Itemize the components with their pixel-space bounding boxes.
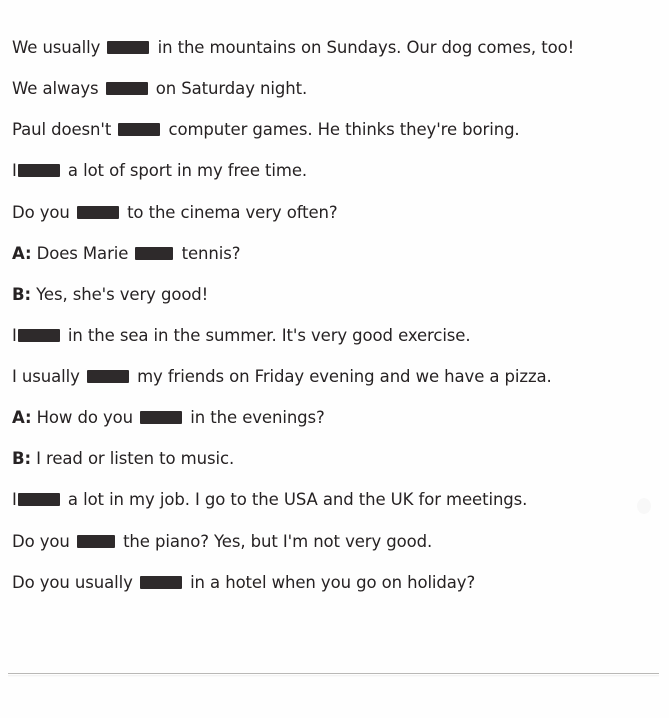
sentence-text-after: to the cinema very often? bbox=[121, 202, 338, 222]
answer-blank[interactable] bbox=[77, 535, 115, 548]
sentence-text-before: Do you usually bbox=[12, 572, 138, 592]
sentence-line-5 bbox=[12, 203, 657, 224]
sentence-text-before: I bbox=[12, 490, 17, 510]
sentence-text-after: in the sea in the summer. It's very good exercise. bbox=[62, 325, 471, 345]
sentence-text-after: in the mountains on Sundays. Our dog comes, too! bbox=[152, 38, 575, 57]
sentence-text-after: on Saturday night. bbox=[150, 79, 308, 99]
sentence-line-10 bbox=[12, 408, 657, 429]
answer-blank[interactable] bbox=[106, 82, 148, 95]
sentence-line-3 bbox=[12, 120, 657, 141]
sentence-line-1 bbox=[12, 38, 657, 59]
answer-blank[interactable] bbox=[18, 164, 60, 177]
footer-shadow bbox=[8, 675, 659, 677]
sentence-text-before: I bbox=[12, 325, 17, 345]
sentence-line-12 bbox=[12, 490, 657, 511]
speaker-label: A: bbox=[12, 243, 32, 263]
sentence-text-before: I usually bbox=[12, 367, 85, 386]
page-smudge bbox=[637, 498, 651, 514]
sentence-line-11 bbox=[12, 449, 657, 470]
sentence-text: Yes, she's very good! bbox=[30, 284, 209, 304]
sentence-list bbox=[12, 38, 657, 614]
sentence-text-after: tennis? bbox=[176, 243, 241, 263]
answer-blank[interactable] bbox=[118, 123, 160, 136]
sentence-text-before: Do you bbox=[12, 202, 75, 222]
sentence-text-after: my friends on Friday evening and we have a pizza. bbox=[131, 367, 552, 386]
sentence-line-14 bbox=[12, 573, 657, 594]
sentence-line-6 bbox=[12, 244, 657, 265]
answer-blank[interactable] bbox=[140, 576, 182, 589]
speaker-label: B: bbox=[12, 449, 31, 469]
sentence-text-before: Does Marie bbox=[31, 243, 134, 263]
sentence-line-8 bbox=[12, 326, 657, 347]
sentence-line-7 bbox=[12, 285, 657, 306]
answer-blank[interactable] bbox=[107, 41, 149, 54]
sentence-text-before: We usually bbox=[12, 38, 106, 57]
footer-divider bbox=[8, 673, 659, 674]
sentence-text-before: How do you bbox=[31, 408, 139, 428]
answer-blank[interactable] bbox=[18, 329, 60, 342]
answer-blank[interactable] bbox=[135, 247, 173, 260]
answer-blank[interactable] bbox=[18, 493, 60, 506]
sentence-text: I read or listen to music. bbox=[30, 449, 235, 469]
sentence-text-after: computer games. He thinks they're boring. bbox=[163, 120, 520, 140]
answer-blank[interactable] bbox=[77, 206, 119, 219]
sentence-text-after: in a hotel when you go on holiday? bbox=[184, 572, 476, 592]
sentence-text-after: in the evenings? bbox=[185, 408, 325, 428]
sentence-text-before: Do you bbox=[12, 531, 75, 551]
sentence-line-13 bbox=[12, 532, 657, 553]
answer-blank[interactable] bbox=[87, 370, 129, 383]
answer-blank[interactable] bbox=[140, 411, 182, 424]
sentence-text-after: a lot in my job. I go to the USA and the UK for meetings. bbox=[62, 490, 528, 510]
sentence-text-before: Paul doesn't bbox=[12, 120, 117, 140]
sentence-line-2 bbox=[12, 79, 657, 100]
sentence-line-9 bbox=[12, 367, 657, 388]
sentence-text-after: the piano? Yes, but I'm not very good. bbox=[117, 531, 433, 551]
sentence-text-before: We always bbox=[12, 79, 104, 99]
speaker-label: B: bbox=[12, 284, 31, 304]
sentence-text-after: a lot of sport in my free time. bbox=[62, 161, 308, 181]
speaker-label: A: bbox=[12, 408, 32, 428]
sentence-line-4 bbox=[12, 161, 657, 182]
sentence-text-before: I bbox=[12, 161, 17, 181]
